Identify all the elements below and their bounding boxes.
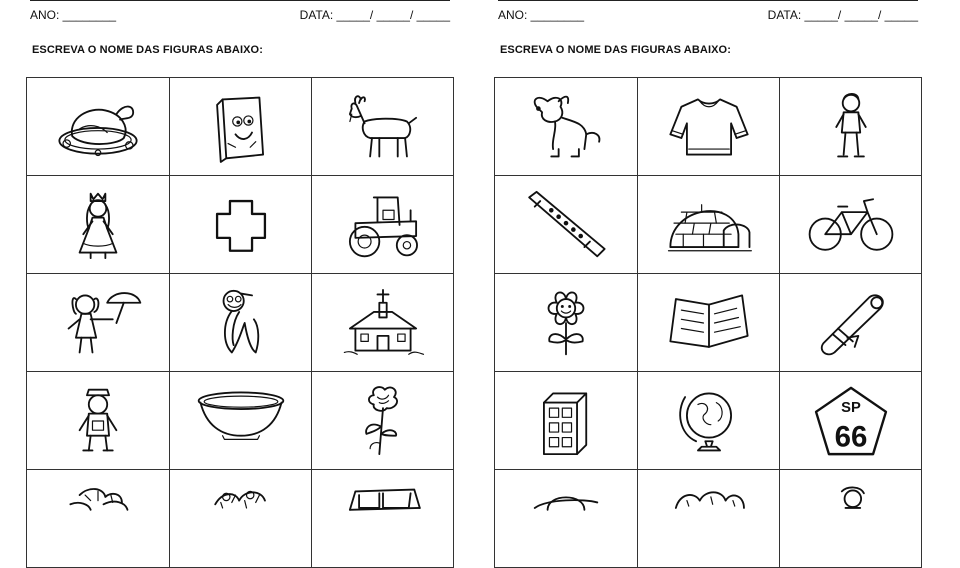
princess-icon [52, 187, 144, 263]
girl-umbrella-icon [52, 285, 144, 361]
info-row [498, 8, 918, 24]
worm-icon [195, 285, 287, 361]
flute-icon [520, 187, 612, 263]
grid-cell [495, 274, 638, 372]
picture-grid [26, 77, 454, 568]
road-sign-top-text: SP [840, 399, 861, 416]
grid-cell [638, 176, 780, 274]
grid-cell [27, 176, 170, 274]
ano-field: ANO: ________ [30, 8, 117, 22]
goat-icon [337, 89, 429, 165]
name-line [498, 0, 918, 1]
picture-grid [494, 77, 922, 568]
grid-cell [780, 274, 922, 372]
grid-cell [170, 176, 312, 274]
globe-icon [663, 383, 755, 459]
worksheet-right [482, 0, 922, 504]
sweater-icon [663, 89, 755, 165]
grid-cell [495, 176, 638, 274]
grid-cell [312, 274, 454, 372]
grid-cell [780, 78, 922, 176]
roast-chicken-icon [52, 89, 144, 165]
grid-cell [638, 470, 780, 568]
grid-cell [495, 78, 638, 176]
grid-cell [638, 372, 780, 470]
info-row [30, 8, 450, 24]
boy-icon [52, 383, 144, 459]
grid-cell [312, 78, 454, 176]
grid-cell [312, 176, 454, 274]
grid-cell [27, 470, 170, 568]
basin-icon [195, 383, 287, 459]
grid-cell [170, 470, 312, 568]
grid-cell [780, 372, 922, 470]
grid-cell [312, 470, 454, 568]
data-field: DATA: _____/ _____/ _____ [767, 8, 918, 22]
grid-cell [495, 470, 638, 568]
instruction-heading: ESCREVA O NOME DAS FIGURAS ABAIXO: [500, 44, 731, 56]
grid-cell [170, 372, 312, 470]
road-sign-number-text: 66 [834, 420, 867, 454]
grid-cell [27, 372, 170, 470]
grid-cell [780, 470, 922, 568]
flower-icon [520, 285, 612, 361]
tractor-icon [337, 187, 429, 263]
grid-cell [27, 78, 170, 176]
name-line [30, 0, 450, 1]
child-icon [805, 481, 897, 557]
grid-cell [638, 78, 780, 176]
road-sign-icon [805, 383, 897, 459]
grid-cell [312, 372, 454, 470]
grid-cell [780, 176, 922, 274]
leaves-icon [52, 481, 144, 557]
data-field: DATA: _____/ _____/ _____ [299, 8, 450, 22]
girl-icon [805, 89, 897, 165]
grid-cell [495, 372, 638, 470]
instruction-heading: ESCREVA O NOME DAS FIGURAS ABAIXO: [32, 44, 263, 56]
planet-icon [520, 481, 612, 557]
bushes-icon [663, 481, 755, 557]
grid-cell [27, 274, 170, 372]
church-icon [337, 285, 429, 361]
grid-cell [170, 274, 312, 372]
book-icon [195, 89, 287, 165]
igloo-icon [663, 187, 755, 263]
grid-cell [638, 274, 780, 372]
cross-shape-icon [195, 187, 287, 263]
bus-icon [337, 481, 429, 557]
ferns-icon [195, 481, 287, 557]
open-book-icon [663, 285, 755, 361]
bicycle-icon [805, 187, 897, 263]
diploma-icon [805, 285, 897, 361]
carnation-icon [337, 383, 429, 459]
worksheet-left [14, 0, 454, 504]
ano-field: ANO: ________ [498, 8, 585, 22]
dog-icon [520, 89, 612, 165]
brick-icon [520, 383, 612, 459]
grid-cell [170, 78, 312, 176]
